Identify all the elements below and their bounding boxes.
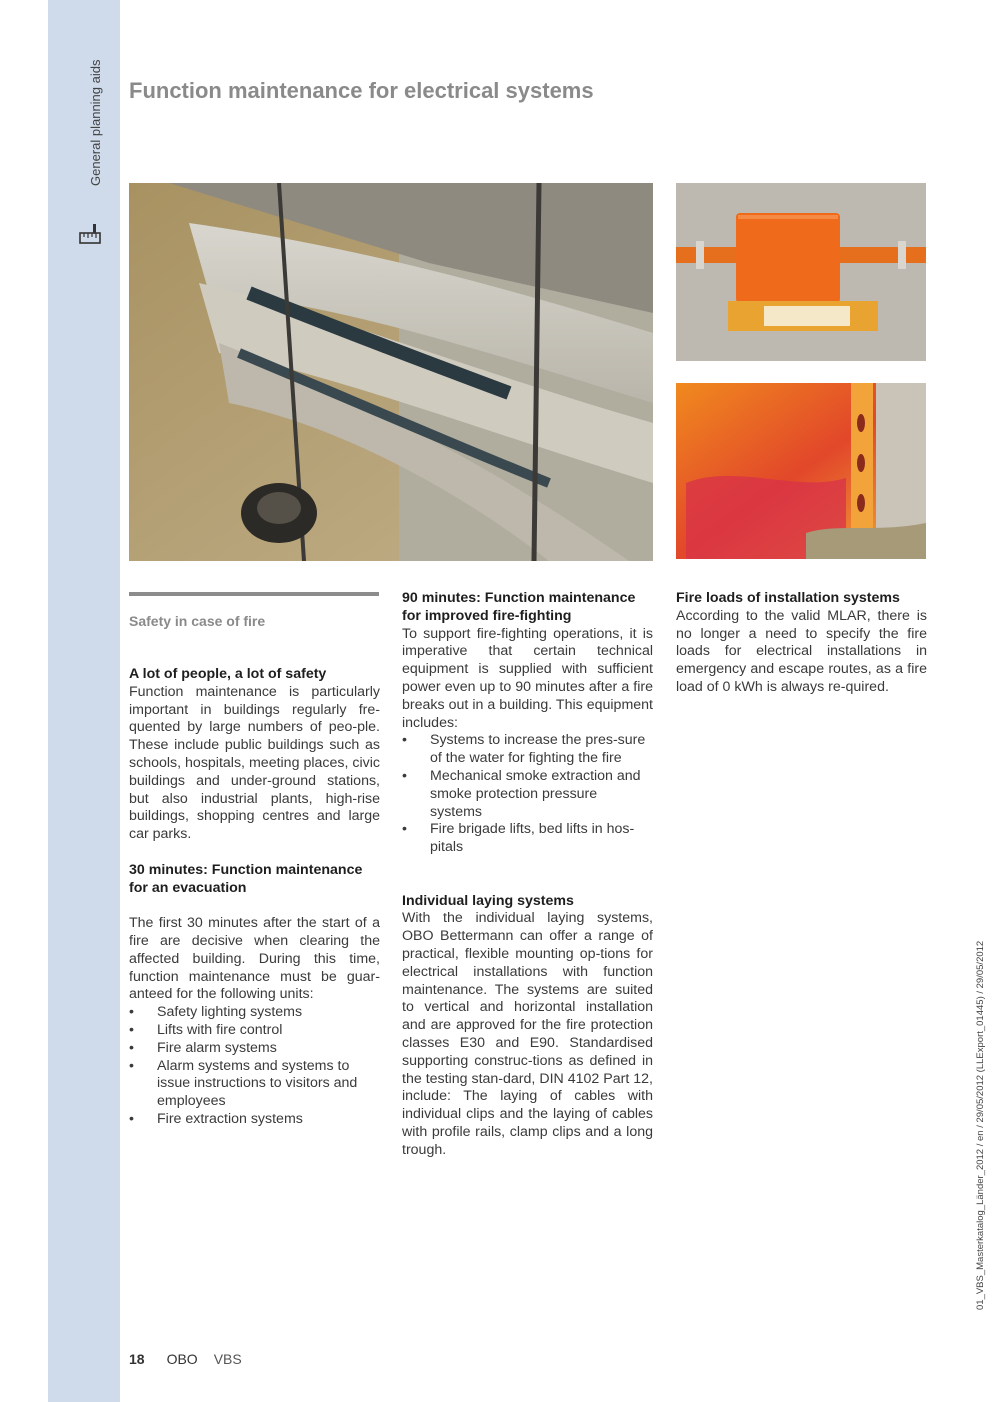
footer-brand: OBO [166,1351,198,1367]
paragraph-fire-loads: According to the valid MLAR, there is no longer a need to specify the fire loads for electrical installations in emergency and escape routes, as a fire load of 0 kWh is always re-quired. [676,607,927,695]
units-list [129,1004,380,1129]
column-3 [676,590,927,697]
fire-test-photo [676,383,926,559]
heading-30-minutes: 30 minutes: Function maintenance for an evacuation [129,861,363,896]
section-divider [129,592,379,596]
cable-trays-photo [129,183,653,561]
footer-catalog: VBS [213,1351,242,1367]
list-item: • Lifts with fire control [129,1022,380,1040]
equipment-list [402,732,653,857]
list-item: • Fire alarm systems [129,1040,380,1058]
sidebar-strip [48,0,120,1402]
heading-people-safety: A lot of people, a lot of safety [129,666,327,682]
list-item: • Safety lighting systems [129,1004,380,1022]
paragraph-30-minutes: The first 30 minutes after the start of a fire are decisive when clearing the affected building. During this time, function maintenance must be guar-anteed for the following units: [129,915,380,1003]
page-footer [129,1351,242,1367]
heading-fire-loads: Fire loads of installation systems [676,590,900,606]
column-1 [129,666,380,1129]
heading-laying-systems: Individual laying systems [402,892,574,909]
list-item: • Fire brigade lifts, bed lifts in hos-pitals [402,821,653,857]
list-item: • Fire extraction systems [129,1111,380,1129]
column-2 [402,590,653,1160]
export-metadata: 01_VBS_Masterkatalog_Länder_2012 / en / 29/05/2012 (LLExport_01445) / 29/05/2012 [975,940,986,1310]
paragraph-90-minutes: To support fire-fighting operations, it is imperative that certain technical equipment is supplied with sufficient power even up to 90 minutes after a fire breaks out in a building. This equipment includes: [402,625,653,731]
section-label: Safety in case of fire [129,613,266,629]
junction-box-photo [676,183,926,361]
paragraph-laying-systems: With the individual laying systems, OBO Bettermann can offer a range of practical, flexible mounting op-tions for electrical installations with function maintenance. The systems are suited to vertical and horizontal installation and are approved for the fire protection classes E30 and E90. Standardised supporting construc-tions as defined in the testing stan-dard, DIN 4102 Part 12, include: The laying of cables with individual clips and the laying of cables with profile rails, clamp clips and a long trough. [402,910,653,1158]
ruler-pencil-icon [78,222,102,246]
list-item: • Alarm systems and systems to issue instructions to visitors and employees [129,1058,380,1111]
paragraph-people-safety: Function maintenance is particularly important in buildings regularly fre-quented by large numbers of peo-ple. These include public buildings such as schools, hospitals, meeting places, civic buildings and under-ground stations, but also industrial plants, high-rise buildings, shopping centres and large car parks. [129,683,380,843]
list-item: • Mechanical smoke extraction and smoke protection pressure systems [402,768,653,821]
sidebar-label: General planning aids [88,59,103,186]
page-number: 18 [129,1351,145,1367]
heading-90-minutes: 90 minutes: Function maintenance for improved fire-fighting [402,590,636,624]
page-title: Function maintenance for electrical systems [129,78,594,103]
list-item: • Systems to increase the pres-sure of the water for fighting the fire [402,732,653,768]
